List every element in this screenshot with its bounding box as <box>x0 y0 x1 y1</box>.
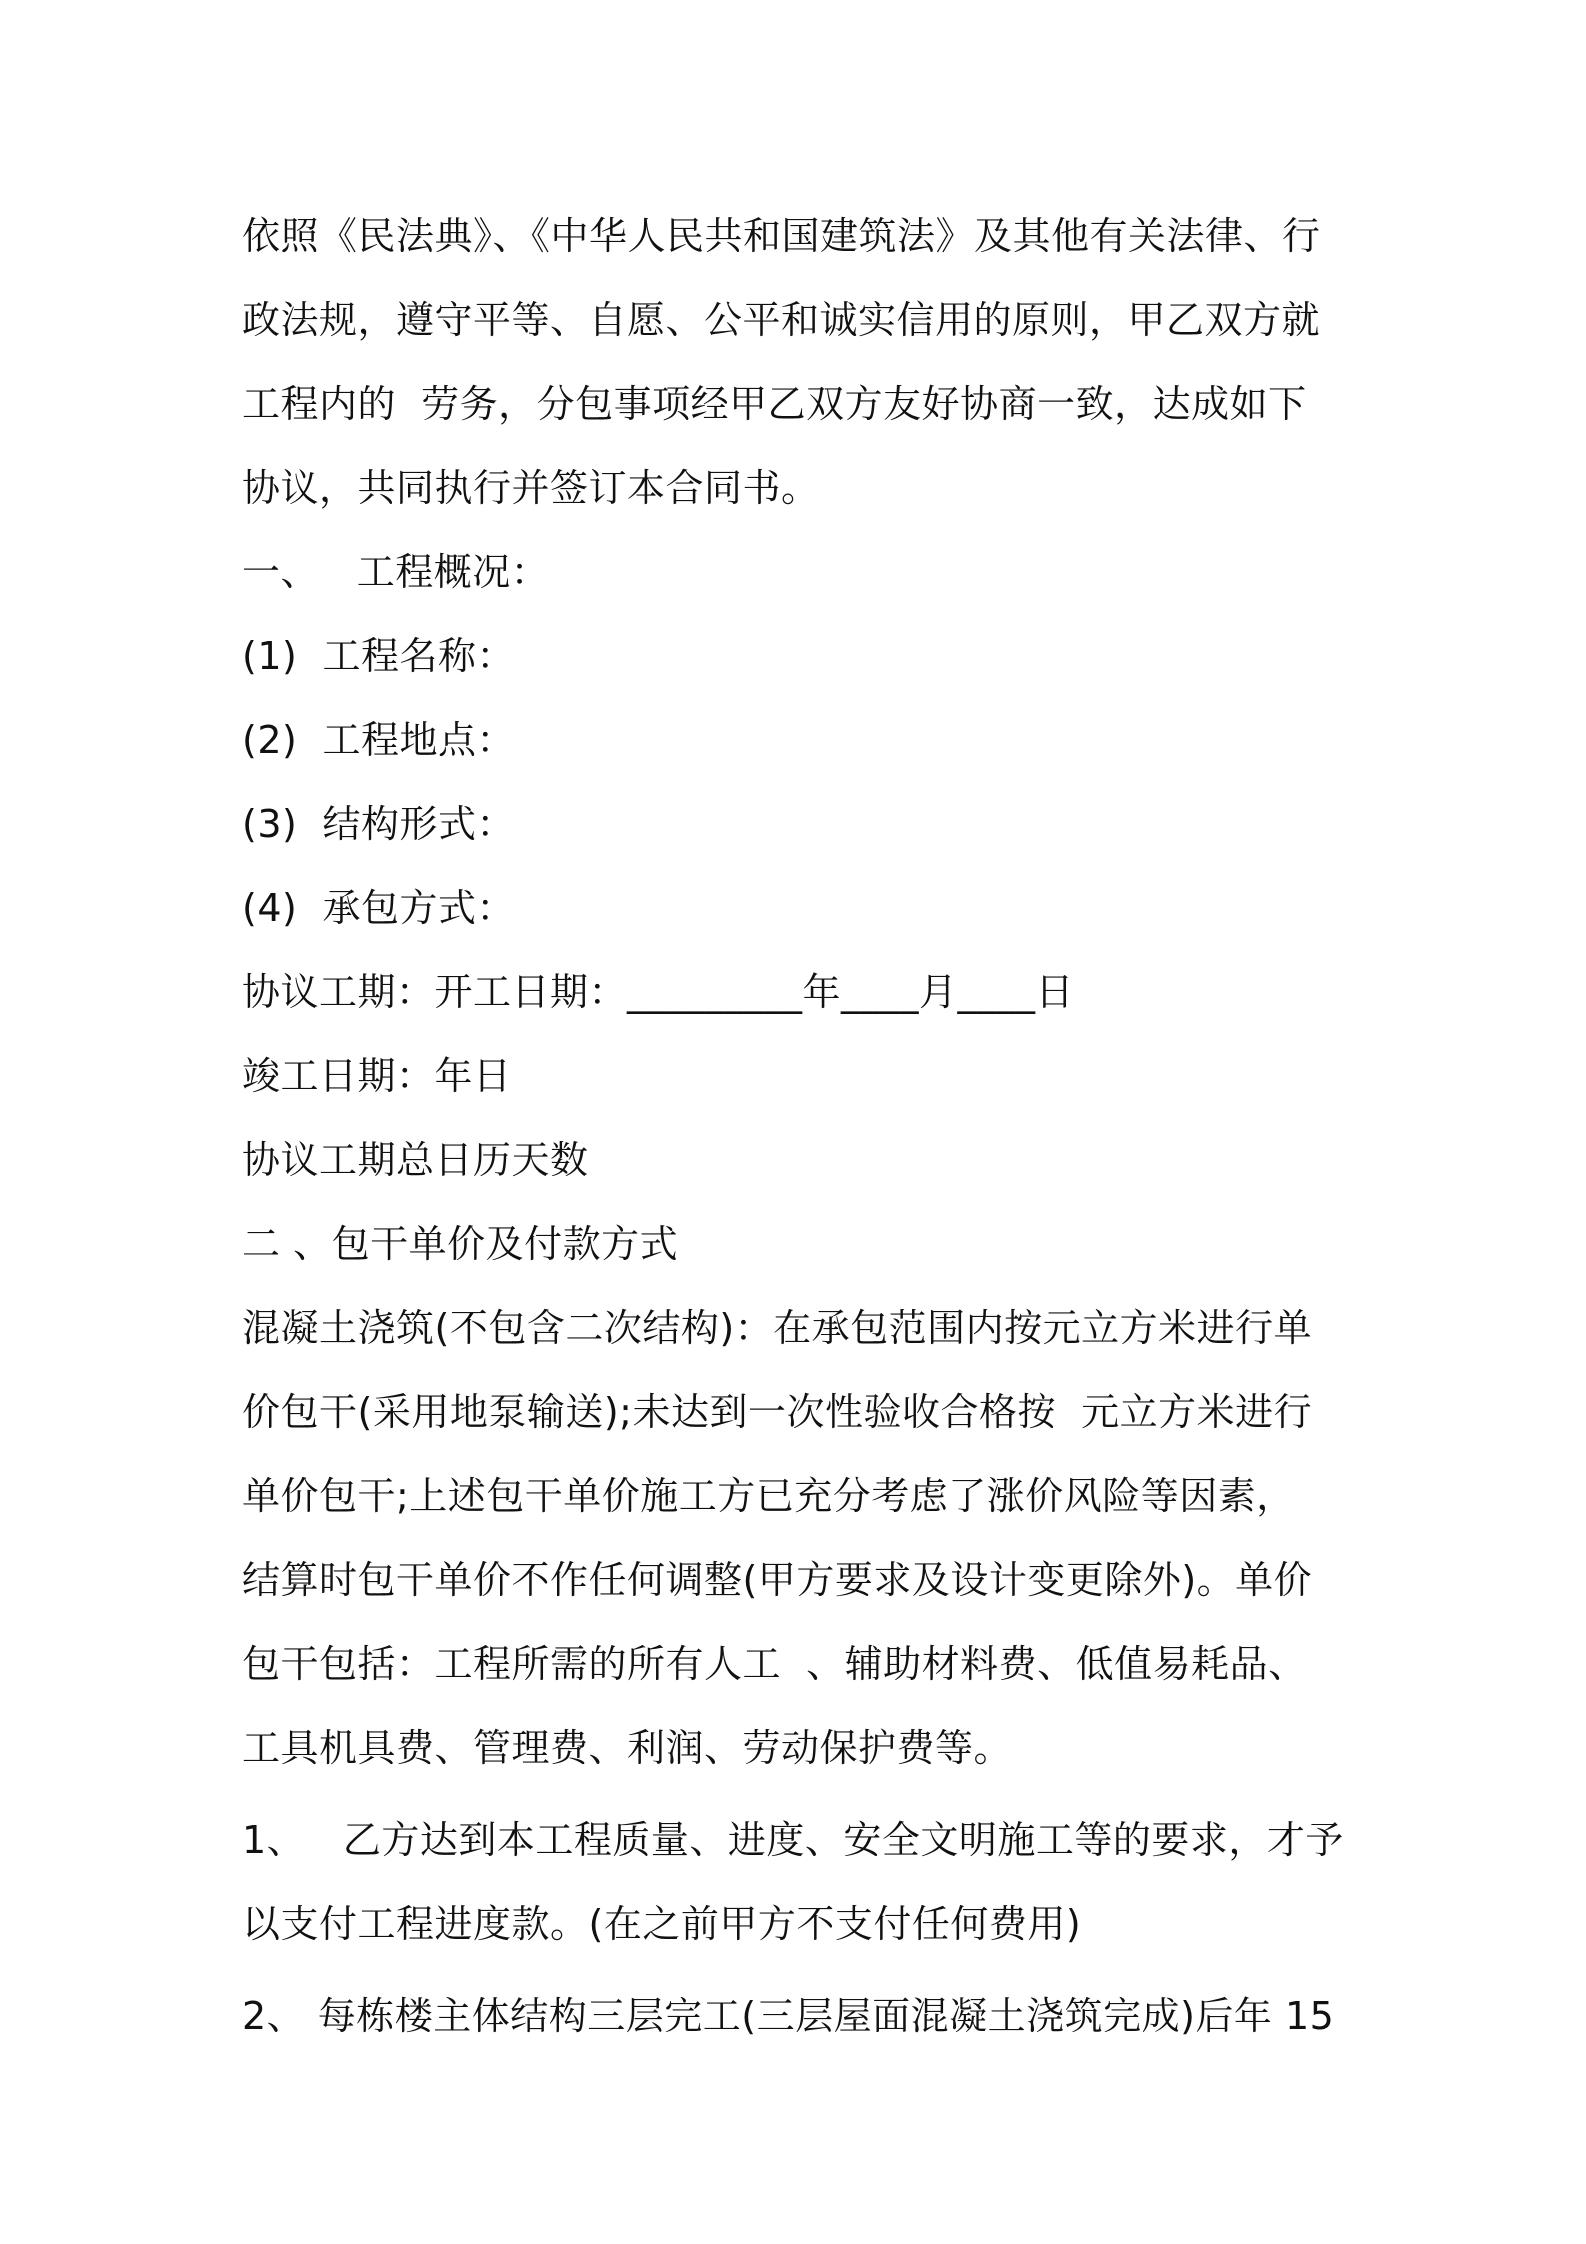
item-project-name: (1) 工程名称： <box>242 634 515 678</box>
clause-1-line-1: 1、 乙方达到本工程质量、进度、安全文明施工等的要求，才予 <box>242 1818 1344 1862</box>
item-contract-method: (4) 承包方式： <box>242 886 515 930</box>
paragraph-intro-line-3: 工程内的 劳务，分包事项经甲乙双方友好协商一致，达成如下 <box>242 382 1307 426</box>
paragraph-concrete-line-1: 混凝土浇筑(不包含二次结构)：在承包范围内按元立方米进行单 <box>242 1306 1313 1350</box>
agreement-start-date: 协议工期：开工日期：_________年____月____日 <box>242 970 1075 1014</box>
paragraph-concrete-line-5: 包干包括：工程所需的所有人工 、辅助材料费、低值易耗品、 <box>242 1642 1307 1686</box>
total-calendar-days: 协议工期总日历天数 <box>242 1138 589 1182</box>
clause-1-line-2: 以支付工程进度款。(在之前甲方不支付任何费用) <box>242 1902 1082 1946</box>
paragraph-concrete-line-4: 结算时包干单价不作任何调整(甲方要求及设计变更除外)。单价 <box>242 1558 1313 1602</box>
paragraph-intro-line-2: 政法规，遵守平等、自愿、公平和诚实信用的原则，甲乙双方就 <box>242 298 1321 342</box>
paragraph-concrete-line-6: 工具机具费、管理费、利润、劳动保护费等。 <box>242 1726 1013 1770</box>
paragraph-concrete-line-2: 价包干(采用地泵输送);未达到一次性验收合格按 元立方米进行 <box>242 1390 1313 1434</box>
document-body <box>242 194 1352 2058</box>
item-project-location: (2) 工程地点： <box>242 718 515 762</box>
section-heading-unit-price-payment: 二 、包干单价及付款方式 <box>242 1222 679 1266</box>
paragraph-concrete-line-3: 单价包干;上述包干单价施工方已充分考虑了涨价风险等因素， <box>242 1474 1295 1518</box>
paragraph-intro-line-4: 协议，共同执行并签订本合同书。 <box>242 466 820 510</box>
paragraph-intro-line-1: 依照《民法典》、《中华人民共和国建筑法》及其他有关法律、行 <box>242 214 1321 258</box>
completion-date: 竣工日期：年日 <box>242 1054 512 1098</box>
clause-2-line-1: 2、 每栋楼主体结构三层完工(三层屋面混凝土浇筑完成)后年 15 <box>242 1994 1335 2038</box>
section-heading-project-overview: 一、 工程概况： <box>242 550 550 594</box>
item-structure-form: (3) 结构形式： <box>242 802 515 846</box>
